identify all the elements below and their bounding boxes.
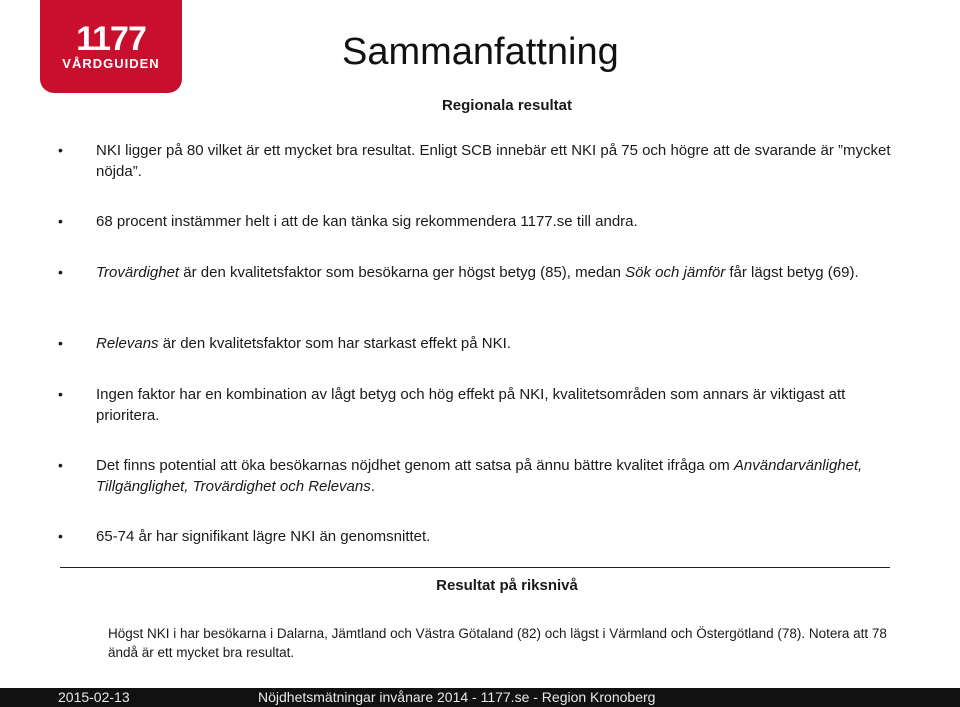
bullet-dot: • — [58, 264, 63, 280]
vardguiden-logo — [40, 0, 182, 93]
national-summary: Högst NKI i har besökarna i Dalarna, Jämtland och Västra Götaland (82) och lägst i Värmland och Östergötland (78). Notera att 78 ändå är ett mycket bra resultat. — [108, 626, 887, 660]
bullet-quality-factors — [58, 262, 896, 283]
bullet-emphasis: Relevans — [96, 335, 159, 352]
bullet-dot: • — [58, 528, 63, 544]
section-divider — [60, 567, 890, 568]
bullet-emphasis: Sök och jämför — [625, 264, 726, 281]
bullet-text: 65-74 år har signifikant lägre NKI än genomsnittet. — [96, 528, 431, 545]
regional-heading: Regionala resultat — [441, 97, 573, 114]
logo-wordmark: VÅRDGUIDEN — [62, 56, 160, 71]
bullet-emphasis: Användarvänlighet, Tillgänglighet, Trovärdighet och Relevans — [96, 457, 863, 495]
footer-bar — [0, 688, 960, 707]
page-title: Sammanfattning — [342, 31, 619, 73]
bullet-dot: • — [58, 335, 63, 351]
bullet-potential — [58, 455, 896, 497]
bullet-text: är den kvalitetsfaktor som besökarna ger högst betyg (85), medan — [179, 264, 626, 281]
bullet-text: får lägst betyg (69). — [725, 264, 859, 281]
logo-number: 1177 — [76, 20, 146, 58]
footer-date: 2015-02-13 — [58, 689, 130, 705]
national-heading: Resultat på riksnivå — [436, 577, 578, 594]
footer-text: Nöjdhetsmätningar invånare 2014 - 1177.se - Region Kronoberg — [258, 689, 656, 705]
bullet-text: NKI ligger på 80 vilket är ett mycket bra resultat. Enligt SCB innebär ett NKI på 75 och högre att de svarande är ”mycket nöjda”. — [96, 142, 891, 180]
bullet-dot: • — [58, 142, 63, 158]
bullet-text: är den kvalitetsfaktor som har starkast effekt på NKI. — [158, 335, 511, 352]
bullet-relevance — [58, 333, 896, 354]
bullet-age-group — [58, 526, 896, 547]
bullet-recommend — [58, 211, 896, 232]
bullet-dot: • — [58, 213, 63, 229]
bullet-dot: • — [58, 457, 63, 473]
bullet-text: Det finns potential att öka besökarnas nöjdhet genom att satsa på ännu bättre kvalitet ifråga om — [96, 457, 734, 474]
bullet-emphasis: Trovärdighet — [96, 264, 180, 281]
bullet-dot: • — [58, 386, 63, 402]
bullet-text: Ingen faktor har en kombination av lågt betyg och hög effekt på NKI, kvalitetsområden som annars är viktigast att prioritera. — [96, 386, 846, 424]
bullet-text: . — [370, 478, 375, 495]
bullet-text: 68 procent instämmer helt i att de kan tänka sig rekommendera 1177.se till andra. — [96, 213, 638, 230]
bullet-nki-score — [58, 140, 896, 182]
bullet-no-priority — [58, 384, 896, 426]
